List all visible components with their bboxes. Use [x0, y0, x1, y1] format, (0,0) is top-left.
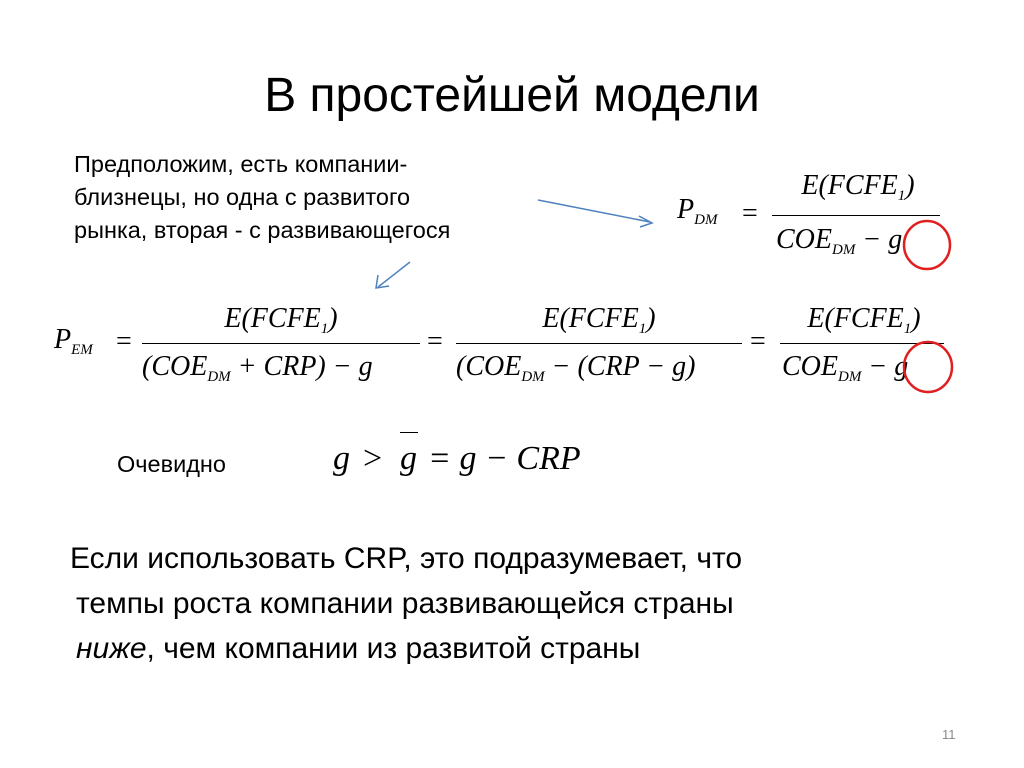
intro-line-3: рынка, вторая - с развивающегося: [74, 217, 451, 243]
pem-numerator-2: $E(FCFE_1)$: [542, 303, 656, 337]
conclusion-line-3-rest: , чем компании из развитой страны: [146, 632, 641, 665]
pdm-equals: =: [742, 198, 758, 229]
pem-numerator-3: $E(FCFE_1)$: [807, 303, 921, 337]
arrow-right-icon: [538, 200, 652, 227]
obviously-label: Очевидно: [117, 451, 226, 477]
ineq-g: g: [333, 440, 350, 477]
pem-denominator-2: ($COE_{DM} - (CRP - g)$: [456, 351, 696, 385]
ineq-gbar: g: [400, 440, 417, 477]
pem-numerator-1: $E(FCFE_1)$: [224, 303, 338, 337]
pem-equals-1: =: [116, 326, 132, 357]
pem-denominator-3: $COE_{DM} - g$: [782, 351, 909, 385]
intro-line-2: близнецы, но одна с развитого: [74, 184, 411, 210]
slide-title: В простейшей модели: [264, 69, 760, 122]
page-number: 11: [942, 727, 956, 742]
conclusion-italic-word: ниже: [76, 632, 147, 665]
intro-line-1: Предположим, есть компании-: [74, 151, 408, 177]
pem-denominator-1: $(COE_{DM} + CRP) - g$: [142, 351, 373, 385]
pdm-numerator: $E(FCFE_1)$: [801, 170, 915, 204]
pem-equals-2: =: [427, 326, 443, 357]
ineq-gt: >: [363, 440, 383, 477]
pem-lhs: $P_{EM}$: [54, 324, 93, 358]
ineq-rhs: = g − CRP: [428, 440, 581, 477]
highlight-circle-bottom: [904, 342, 952, 392]
pem-equals-3: =: [750, 326, 766, 357]
pdm-lhs: $P_{DM}$: [677, 194, 718, 228]
pdm-denominator: $COE_{DM} - g$: [776, 224, 903, 258]
conclusion-line-1: Если использовать CRP, это подразумевает, что: [70, 542, 743, 575]
arrow-down-left-icon: [376, 262, 410, 288]
conclusion-line-2: темпы роста компании развивающейся страны: [76, 587, 734, 620]
highlight-circle-top: [904, 221, 950, 269]
